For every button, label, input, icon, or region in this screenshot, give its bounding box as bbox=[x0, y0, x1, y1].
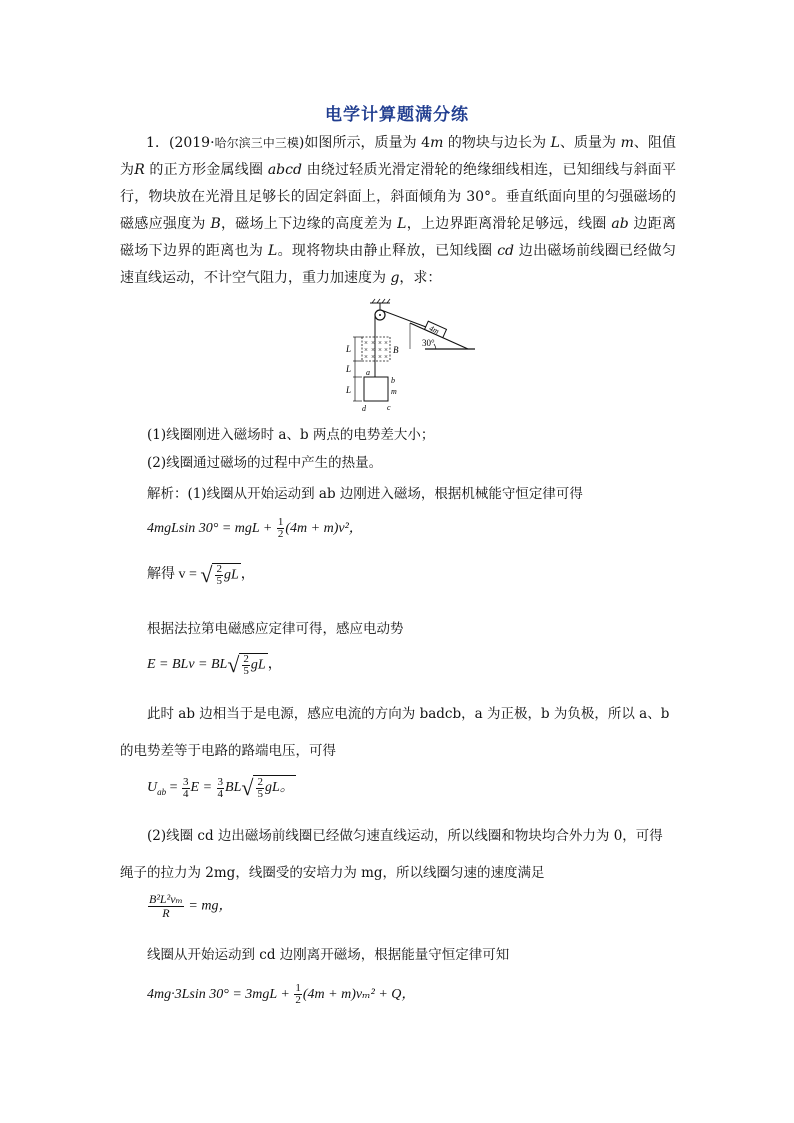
solution-part2-line2: 绳子的拉力为 2mg，线圈受的安培力为 mg，所以线圈匀速的速度满足 bbox=[120, 865, 545, 881]
equation-emf: E = BLv = BL√ $\frac{2}{5}$ gL ， bbox=[147, 652, 282, 677]
block-label: 4m bbox=[427, 323, 441, 336]
angle-label: 30° bbox=[422, 338, 435, 348]
solution-current-line2: 的电势差等于电路的路端电压，可得 bbox=[120, 743, 336, 759]
physics-diagram bbox=[340, 293, 480, 418]
svg-text:×: × bbox=[371, 346, 375, 354]
dimension-label-l3: L bbox=[346, 385, 352, 395]
equation-energy-final: 4mg·3Lsin 30° = 3mgL + $\frac{1}{2}$ (4m + m)vₘ² + Q， bbox=[147, 982, 416, 1007]
svg-text:×: × bbox=[378, 353, 382, 361]
solution-energy-text: 线圈从开始运动到 cd 边刚离开磁场，根据能量守恒定律可知 bbox=[147, 947, 510, 963]
equation-uab: $U_{ab}$ = $\frac{3}{4}$ E = $\frac{3}{4}$ BL√ $\frac{2}{5}$ gL。 bbox=[147, 775, 294, 800]
svg-text:×: × bbox=[364, 346, 368, 354]
svg-text:×: × bbox=[371, 339, 375, 347]
svg-text:×: × bbox=[378, 339, 382, 347]
svg-text:×: × bbox=[364, 339, 368, 347]
dimension-label-l2: L bbox=[346, 364, 352, 374]
solution-current-line1: 此时 ab 边相当于是电源，感应电流的方向为 badcb，a 为正极，b 为负极，所以 a、b bbox=[147, 706, 670, 722]
dimension-label-l1: L bbox=[346, 344, 352, 354]
svg-text:×: × bbox=[371, 353, 375, 361]
question-2: (2)线圈通过磁场的过程中产生的热量。 bbox=[147, 455, 383, 471]
problem-statement: 1．(2019·哈尔滨三中三模)如图所示，质量为 4m 的物块与边长为 L、质量为 m、阻值为R 的正方形金属线圈 abcd 由绕过轻质光滑定滑轮的绝缘细线相连，已知细线与斜面平行，物块放在光滑且足够长的固定斜面上，斜面倾角为 30°。垂直纸面向里的匀强磁场的磁感应强度为 B，磁场上下边缘的高度差为 L，上边界距离滑轮足够远，线圈 ab 边距离磁场下边界的距离也为 L。现将物块由静止释放，已知线圈 cd 边出磁场前线圈已经做匀速直线运动，不计空气阻力，重力加速度为 g，求： bbox=[120, 135, 677, 286]
svg-text:×: × bbox=[384, 339, 388, 347]
coil-label-a: a bbox=[366, 368, 370, 377]
problem-number: 1．( bbox=[146, 135, 175, 151]
question-1: (1)线圈刚进入磁场时 a、b 两点的电势差大小； bbox=[147, 427, 435, 443]
svg-text:×: × bbox=[378, 346, 382, 354]
svg-text:×: × bbox=[364, 353, 368, 361]
coil-label-d: d bbox=[362, 404, 366, 413]
problem-source-year: 2019· bbox=[174, 135, 215, 151]
magnetic-field-region bbox=[362, 337, 390, 361]
equation-velocity: 解得 v = √ $\frac{2}{5}$ gL ， bbox=[147, 562, 255, 587]
svg-text:×: × bbox=[384, 353, 388, 361]
page-title: 电学计算题满分练 bbox=[325, 105, 469, 125]
coil-label-b: b bbox=[391, 376, 395, 385]
field-b-label: B bbox=[393, 345, 399, 355]
solution-intro: 解析：(1)线圈从开始运动到 ab 边刚进入磁场，根据机械能守恒定律可得 bbox=[147, 486, 583, 502]
problem-source-name: 哈尔滨三中三模 bbox=[214, 136, 299, 150]
equation-force-balance: $\frac{\text{B²L²vₘ}}{R}$ = mg， bbox=[149, 892, 233, 920]
equation-energy-1: 4mgLsin 30° = mgL + $\frac{1}{2}$ (4m + m)v²， bbox=[147, 516, 363, 541]
solution-faraday: 根据法拉第电磁感应定律可得，感应电动势 bbox=[147, 621, 404, 637]
coil-label-m: m bbox=[391, 387, 397, 396]
square-coil bbox=[364, 377, 388, 401]
coil-label-c: c bbox=[387, 403, 391, 412]
solution-part2-line1: (2)线圈 cd 边出磁场前线圈已经做匀速直线运动，所以线圈和物块均合外力为 0，可得 bbox=[147, 828, 663, 844]
svg-text:×: × bbox=[384, 346, 388, 354]
